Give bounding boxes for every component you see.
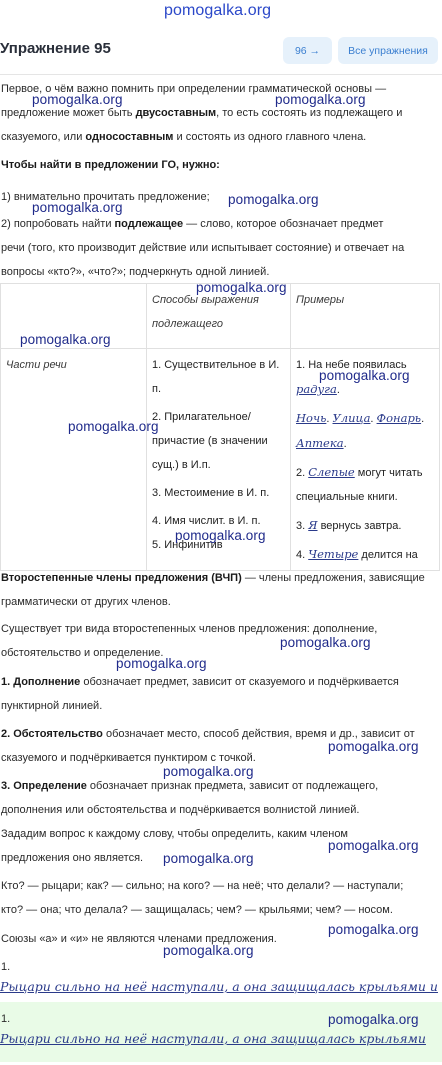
sentence-number: 1.: [1, 1013, 11, 1025]
text: и состоять из одного главного члена.: [173, 131, 367, 143]
watermark: pomogalka.org: [116, 656, 207, 671]
text: Способы выражения: [152, 294, 259, 306]
question-line: Зададим вопрос к каждому слову, чтобы определить, каким членом: [1, 828, 348, 840]
watermark: pomogalka.org: [328, 838, 419, 853]
text: Примеры: [296, 294, 345, 306]
step-2-cont: вопросы «кто?», «что?»; подчеркнуть одной линией.: [1, 266, 270, 278]
example-word: Аптека: [296, 436, 344, 450]
vchp-line: обстоятельство и определение.: [1, 647, 164, 659]
text: 4. Имя числит. в И. п.: [152, 515, 261, 527]
sentence-text: Рыцари сильно на неё наступали, а она защищалась крыльями и: [0, 979, 438, 994]
term-bold: односоставным: [85, 131, 174, 143]
watermark: pomogalka.org: [275, 92, 366, 107]
text: 2) попробовать найти: [1, 218, 115, 230]
example-word: Улица: [332, 411, 371, 425]
text: сущ.) в И.п.: [152, 459, 211, 471]
all-exercises-button[interactable]: Все упражнения: [338, 37, 438, 64]
intro-line: [1, 125, 441, 149]
term-bold: подлежащее: [114, 218, 184, 230]
example-word: Фонарь: [376, 411, 422, 425]
step-2: [1, 212, 441, 236]
table-cell: 1. На небе появилась радуга. Ночь. Улица. Фонарь. Аптека. 2. Слепые могут читать специальные книги. 3. Я вернусь завтра. 4. Четыре делится на: [291, 349, 440, 571]
watermark: pomogalka.org: [175, 528, 266, 543]
watermark: pomogalka.org: [20, 332, 111, 347]
example-word: Ночь: [296, 411, 327, 425]
example-word: Четыре: [308, 547, 359, 561]
term-bold: двусоставным: [135, 107, 217, 119]
answer-line: Кто? — рыцари; как? — сильно; на кого? — на неё; что делали? — наступали;: [1, 880, 404, 892]
header-divider: [0, 74, 442, 75]
watermark: pomogalka.org: [319, 368, 410, 383]
table-header-cell: [291, 284, 440, 349]
intro-line: Первое, о чём важно помнить при определении грамматической основы —: [1, 83, 387, 95]
watermark: pomogalka.org: [196, 280, 287, 295]
text: — слово, которое обозначает предмет: [183, 218, 384, 230]
next-exercise-button[interactable]: 96 →: [283, 37, 332, 64]
sentence-text: Рыцари сильно на неё наступали, а она защищалась крыльями: [0, 1031, 426, 1046]
example-word: радуга: [296, 382, 337, 396]
example-word: Я: [308, 518, 318, 532]
text: Части речи: [6, 359, 67, 371]
text: п.: [152, 383, 162, 395]
vchp-line: грамматически от других членов.: [1, 596, 171, 608]
step-2-cont: речи (того, кто производит действие или испытывает состояние) и отвечает на: [1, 242, 405, 254]
table-cell: [1, 349, 147, 571]
definition-1-cont: пунктирной линией.: [1, 700, 103, 712]
watermark: pomogalka.org: [163, 764, 254, 779]
text: , то есть состоять из подлежащего и: [216, 107, 403, 119]
definition-2-cont: сказуемого и подчёркивается пунктиром с точкой.: [1, 752, 256, 764]
vchp-line: [1, 566, 441, 590]
text: обозначает признак предмета, зависит от подлежащего,: [86, 780, 379, 792]
text: 1. На небе появилась: [296, 359, 407, 371]
text: специальные книги.: [296, 491, 398, 503]
sentence-number: 1.: [1, 961, 11, 973]
text: сказуемого, или: [1, 131, 86, 143]
watermark: pomogalka.org: [280, 635, 371, 650]
text: 3. Местоимение в И. п.: [152, 487, 270, 499]
watermark-top: pomogalka.org: [164, 2, 272, 19]
term-bold: 1. Дополнение: [1, 676, 81, 688]
watermark: pomogalka.org: [32, 92, 123, 107]
text: 2.: [296, 467, 309, 479]
term-bold: 3. Определение: [1, 780, 87, 792]
question-line: предложения оно является.: [1, 852, 144, 864]
watermark: pomogalka.org: [328, 739, 419, 754]
text: 5. Инфинитив: [152, 539, 223, 551]
note-line: Союзы «а» и «и» не являются членами предложения.: [1, 933, 277, 945]
text: обозначает предмет, зависит от сказуемого и подчёркивается: [80, 676, 399, 688]
section-heading: [1, 153, 441, 177]
text: подлежащего: [152, 318, 224, 330]
term-bold: Второстепенные члены предложения (ВЧП): [1, 572, 242, 584]
text: предложение может быть: [1, 107, 136, 119]
watermark: pomogalka.org: [328, 922, 419, 937]
term-bold: 2. Обстоятельство: [1, 728, 103, 740]
page-title: Упражнение 95: [0, 40, 111, 57]
text: вернусь завтра.: [317, 520, 402, 532]
watermark: pomogalka.org: [163, 851, 254, 866]
parsed-sentence: [0, 1031, 442, 1065]
answer-line: кто? — она; что делала? — защищалась; чем? — крыльями; чем? — носом.: [1, 904, 393, 916]
watermark: pomogalka.org: [328, 1012, 419, 1027]
heading-text: Чтобы найти в предложении ГО, нужно:: [1, 159, 220, 171]
text: 1. Существительное в И.: [152, 359, 280, 371]
watermark: pomogalka.org: [228, 192, 319, 207]
watermark: pomogalka.org: [68, 419, 159, 434]
text: 4.: [296, 549, 309, 561]
vchp-line: Существует три вида второстепенных членов предложения: дополнение,: [1, 623, 378, 635]
definition-1: [1, 670, 441, 694]
text: причастие (в значении: [152, 435, 268, 447]
watermark: pomogalka.org: [163, 943, 254, 958]
text: могут читать: [354, 467, 423, 479]
example-word: Слепые: [308, 465, 355, 479]
text: делится на: [358, 549, 418, 561]
text: обозначает место, способ действия, время и др., зависит от: [102, 728, 415, 740]
definition-3-cont: дополнения или обстоятельства и подчёркивается волнистой линией.: [1, 804, 360, 816]
text: 3.: [296, 520, 309, 532]
text: — члены предложения, зависящие: [241, 572, 425, 584]
text: 2. Прилагательное/: [152, 411, 251, 423]
exercise-header: [0, 28, 442, 74]
step-1: 1) внимательно прочитать предложение;: [1, 191, 210, 203]
watermark: pomogalka.org: [32, 200, 123, 215]
